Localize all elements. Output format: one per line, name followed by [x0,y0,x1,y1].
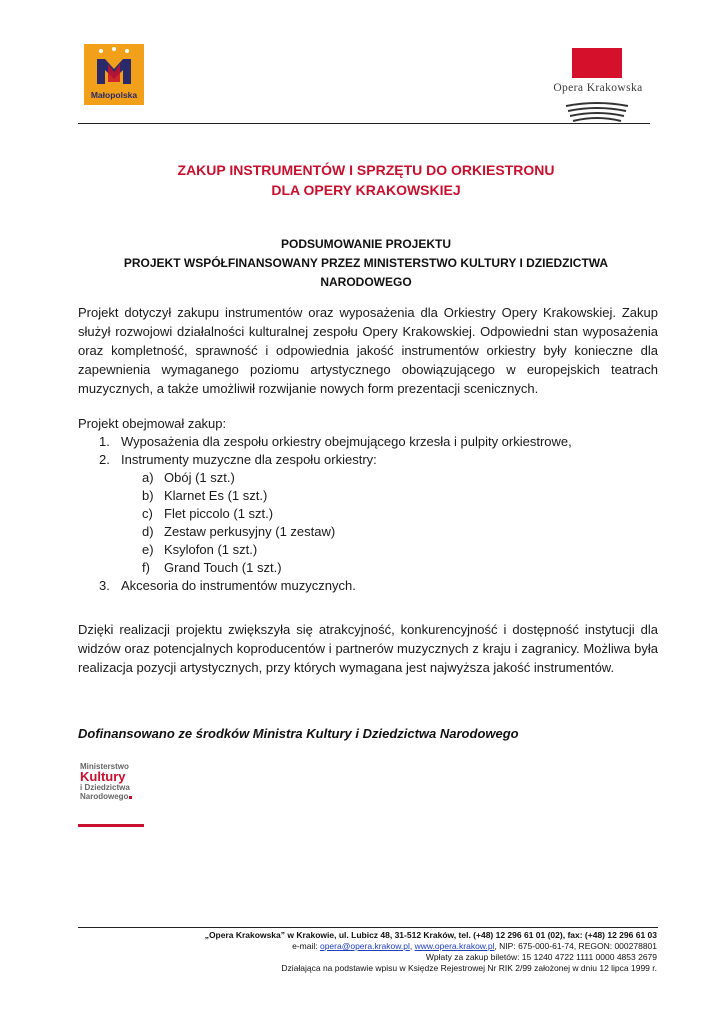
sub-list-item [142,505,273,523]
footer-address: „Opera Krakowska” w Krakowie, ul. Lubicz 48, 31-512 Kraków, tel. (+48) 12 296 61 01 (02), fax: (+48) 12 296 61 03 [204,930,657,940]
project-subtitle [78,235,654,292]
sub-list-item-text: Grand Touch (1 szt.) [164,560,282,575]
sub-list-item-letter: c) [142,506,153,521]
subtitle-line-3: NARODOWEGO [320,275,412,289]
list-item-text: Akcesoria do instrumentów muzycznych. [121,578,356,593]
outcome-paragraph: Dzięki realizacji projektu zwiększyła się atrakcyjność, konkurencyjność i dostępność instytucji dla widzów oraz potencjalnych koproducentów i partnerów muzycznych z kraju i zagranicy. Możliwa była realizacja pozycji artystycznych, przy których wymagana jest najwyższa jakość instrumentów. [78,622,658,675]
footer-registry: Działająca na podstawie wpisu w Księdze Rejestrowej Nr RIK 2/99 założonej w dniu 12 lipca 1999 r. [281,963,657,973]
list-item-text: Wyposażenia dla zespołu orkiestry obejmującego krzesła i pulpity orkiestrowe, [121,434,572,449]
ministry-logo-line-2: Kultury [80,769,126,784]
sub-list-item [142,541,257,559]
funding-note: Dofinansowano ze środków Ministra Kultury i Dziedzictwa Narodowego [78,726,519,741]
subtitle-line-2: PROJEKT WSPÓŁFINANSOWANY PRZEZ MINISTERSTWO KULTURY I DZIEDZICTWA [123,256,609,270]
list-item-number: 1. [99,434,110,449]
scope-heading: Projekt obejmował zakup: [78,416,227,431]
sub-list-item-text: Klarnet Es (1 szt.) [164,488,268,503]
malopolska-logo [84,44,144,105]
header-divider [78,123,650,124]
ministry-logo-line-3: i Dziedzictwa [80,783,130,792]
opera-krakowska-logo [548,48,648,126]
footer-email-link[interactable]: opera@opera.krakow.pl [319,941,410,951]
sub-list-item-letter: e) [142,542,154,557]
footer-contact [292,941,657,952]
footer-ids: , NIP: 675-000-61-74, REGON: 000278801 [494,941,657,951]
list-item-number: 3. [99,578,110,593]
list-item-text: Instrumenty muzyczne dla zespołu orkiestry: [121,452,377,467]
intro-paragraph: Projekt dotyczył zakupu instrumentów oraz wyposażenia dla Orkiestry Opery Krakowskiej. Zakup służył rozwojowi działalności kulturalnej zespołu Opery Krakowskiej. Odpowiedni stan wyposażenia oraz kompletność, sprawność i odpowiednia jakość instrumentów orkiestry były konieczne dla zapewnienia wymaganego poziomu artystycznego obowiązującego w europejskich teatrach muzycznych, a także umożliwił rozwijanie nowych form prezentacji scenicznych. [78,305,658,396]
sub-list-item-text: Zestaw perkusyjny (1 zestaw) [164,524,336,539]
list-item [99,577,356,595]
ministry-logo-line-4: Narodowego [80,792,129,801]
list-item [99,433,572,451]
title-line-2: DLA OPERY KRAKOWSKIEJ [271,182,461,198]
sub-list-item-text: Ksylofon (1 szt.) [164,542,258,557]
footer-website-link[interactable]: www.opera.krakow.pl [414,941,495,951]
ministry-logo-underline [78,824,144,827]
ministry-culture-logo [80,762,146,806]
ministry-logo-dot-icon [129,796,132,799]
sub-list-item-text: Flet piccolo (1 szt.) [164,506,274,521]
footer-bank-account: Wpłaty za zakup biletów: 15 1240 4722 1111 0000 4853 2679 [425,952,657,962]
document-title [78,160,654,200]
list-item [99,451,377,469]
sub-list-item [142,487,267,505]
sub-list-item [142,523,335,541]
subtitle-line-1: PODSUMOWANIE PROJEKTU [280,237,451,251]
opera-logo-text: Opera Krakowska [553,82,643,94]
sub-list-item-letter: b) [142,488,154,503]
footer-email-label: e-mail: [292,941,320,951]
sub-list-item-letter: d) [142,524,154,539]
footer-divider [78,927,658,928]
malopolska-logo-text: Małopolska [90,90,138,100]
sub-list-item-letter: a) [142,470,154,485]
ministry-logo-line-1: Ministerstwo [80,762,129,771]
footer-separator: , [409,941,415,951]
title-line-1: ZAKUP INSTRUMENTÓW I SPRZĘTU DO ORKIESTRONU [177,162,555,178]
sub-list-item [142,469,235,487]
sub-list-item-letter: f) [142,560,150,575]
sub-list-item-text: Obój (1 szt.) [164,470,235,485]
list-item-number: 2. [99,452,110,467]
sub-list-item [142,559,282,577]
